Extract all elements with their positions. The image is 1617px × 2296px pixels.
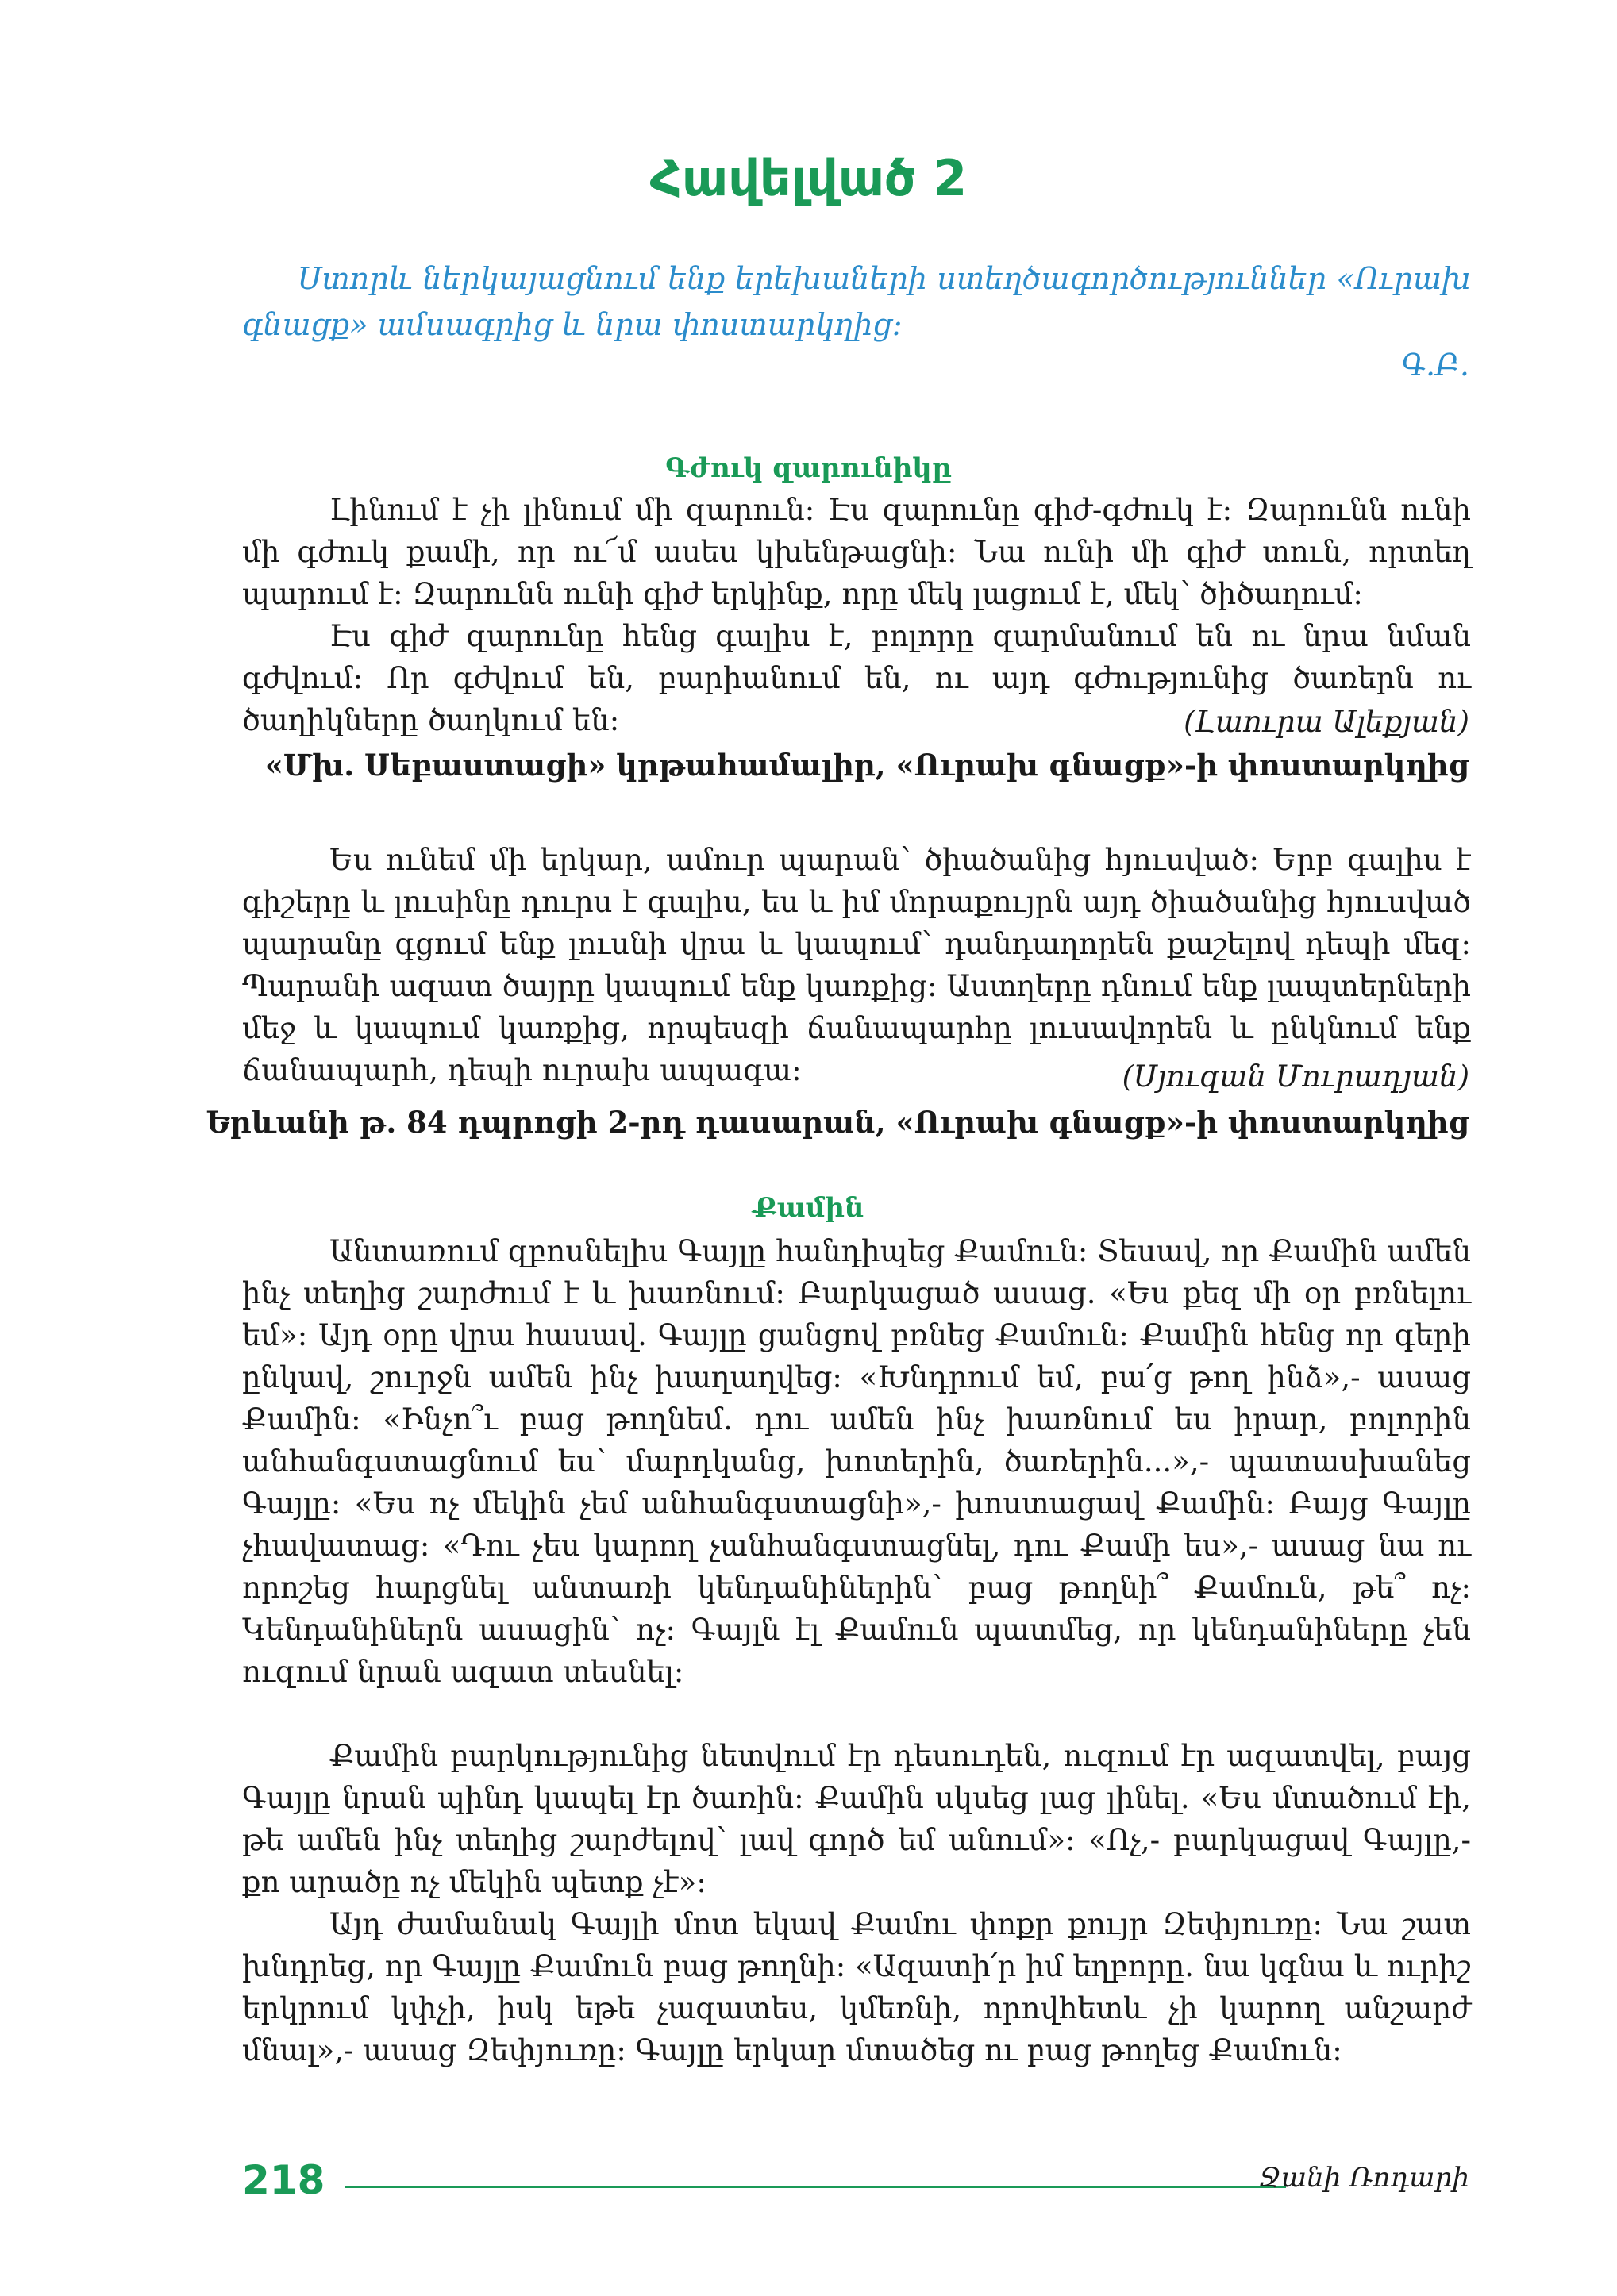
source-credit: «Մխ. Սեբաստացի» կրթահամալիր, «Ուրախ գնացք»-ի փոստարկղից — [264, 748, 1469, 783]
chapter-title: Հավելված 2 — [649, 149, 968, 207]
author-credit: (Լաուրա Ալեքյան) — [1184, 705, 1469, 739]
source-credit: Երևանի թ. 84 դպրոցի 2-րդ դասարան, «Ուրախ գնացք»-ի փոստարկղից — [206, 1105, 1469, 1140]
section-title: Գժուկ զարունիկը — [665, 452, 952, 484]
intro-signature: Գ.Բ. — [1401, 348, 1469, 383]
author-credit: (Սյուզան Մուրադյան) — [1122, 1060, 1469, 1094]
paragraph: Անտառում զբոսնելիս Գայլը հանդիպեց Քամուն: Տեսավ, որ Քամին ամեն ինչ տեղից շարժում է և խառնում: Բարկացած ասաց. «Ես քեզ մի օր բռնելու եմ»: Այդ օրը վրա հասավ. Գայլը ցանցով բռնեց Քամուն: Քամին հենց որ գերի ընկավ, շուրջն ամեն ինչ խաղաղվեց: «Խնդրում եմ, բա՛ց թող ինձ»,- ասաց Քամին: «Ինչո՞ւ բաց թողնեմ. դու ամեն ինչ խառնում ես իրար, բոլորին անհանգստացնում ես՝ մարդկանց, խոտերին, ծառերին...»,- պատասխանեց Գայլը: «Ես ոչ մեկին չեմ անհանգստացնի»,- խոստացավ Քամին: Բայց Գայլը չհավատաց: «Դու չես կարող չանհանգստացնել, դու Քամի ես»,- ասաց նա ու որոշեց հարցնել անտառի կենդանիներին՝ բաց թողնի՞ Քամուն, թե՞ ոչ: Կենդանիներն ասացին՝ ոչ: Գայլն էլ Քամուն պատմեց, որ կենդանիները չեն ուզում նրան ազատ տեսնել: — [242, 1234, 1471, 1689]
paragraph: Քամին բարկությունից նետվում էր դեսուդեն, ուզում էր ազատվել, բայց Գայլը նրան պինդ կապել էր ծառին: Քամին սկսեց լաց լինել. «Ես մտածում էի, թե ամեն ինչ տեղից շարժելով՝ լավ գործ եմ անում»: «Ոչ,- բարկացավ Գայլը,- քո արածը ոչ մեկին պետք չէ»: — [242, 1739, 1471, 1899]
running-footer-title: Ջանի Ռոդարի — [1258, 2162, 1469, 2194]
paragraph: Լինում է չի լինում մի զարուն: Էս զարունը գիժ-գժուկ է: Զարունն ունի մի գժուկ քամի, որ ու՜մ ասես կխենթացնի: Նա ունի մի գիժ տուն, որտեղ պարում է: Զարունն ունի գիժ երկինք, որը մեկ լացում է, մեկ՝ ծիծաղում: — [242, 493, 1471, 611]
paragraph: Այդ ժամանակ Գայլի մոտ եկավ Քամու փոքր քույր Զեփյուռը: Նա շատ խնդրեց, որ Գայլը Քամուն բաց թողնի: «Ազատի՛ր իմ եղբորը. նա կգնա և ուրիշ երկրում կփչի, իսկ եթե չազատես, կմեռնի, որովհետև չի կարող անշարժ մնալ»,- ասաց Զեփյուռը: Գայլը երկար մտածեց ու բաց թողեց Քամուն: — [242, 1907, 1471, 2067]
section-title: Քամին — [753, 1192, 864, 1224]
paragraph: Էս գիժ զարունը հենց գալիս է, բոլորը զարմանում են ու նրա նման գժվում: Որ գժվում են, բարիանում են, ու այդ գժությունից ծառերն ու ծաղիկները ծաղկում են: — [242, 619, 1471, 737]
footer-rule — [345, 2186, 1286, 2188]
paragraph: Ես ունեմ մի երկար, ամուր պարան՝ ծիածանից հյուսված: Երբ գալիս է գիշերը և լուսինը դուրս է գալիս, ես և իմ մորաքույրն այդ ծիածանից հյուսված պարանը գցում ենք լուսնի վրա և կապում՝ դանդաղորեն քաշելով դեպի մեզ: Պարանի ազատ ծայրը կապում ենք կառքից: Աստղերը դնում ենք լապտերների մեջ և կապում կառքից, որպեսզի ճանապարհը լուսավորեն և ընկնում ենք ճանապարհ, դեպի ուրախ ապագա: — [242, 843, 1471, 1087]
page-number: 218 — [242, 2157, 325, 2203]
intro-text: Ստորև ներկայացնում ենք երեխաների ստեղծագործություններ «Ուրախ գնացք» ամսագրից և նրա փոստարկղից: — [242, 261, 1471, 342]
